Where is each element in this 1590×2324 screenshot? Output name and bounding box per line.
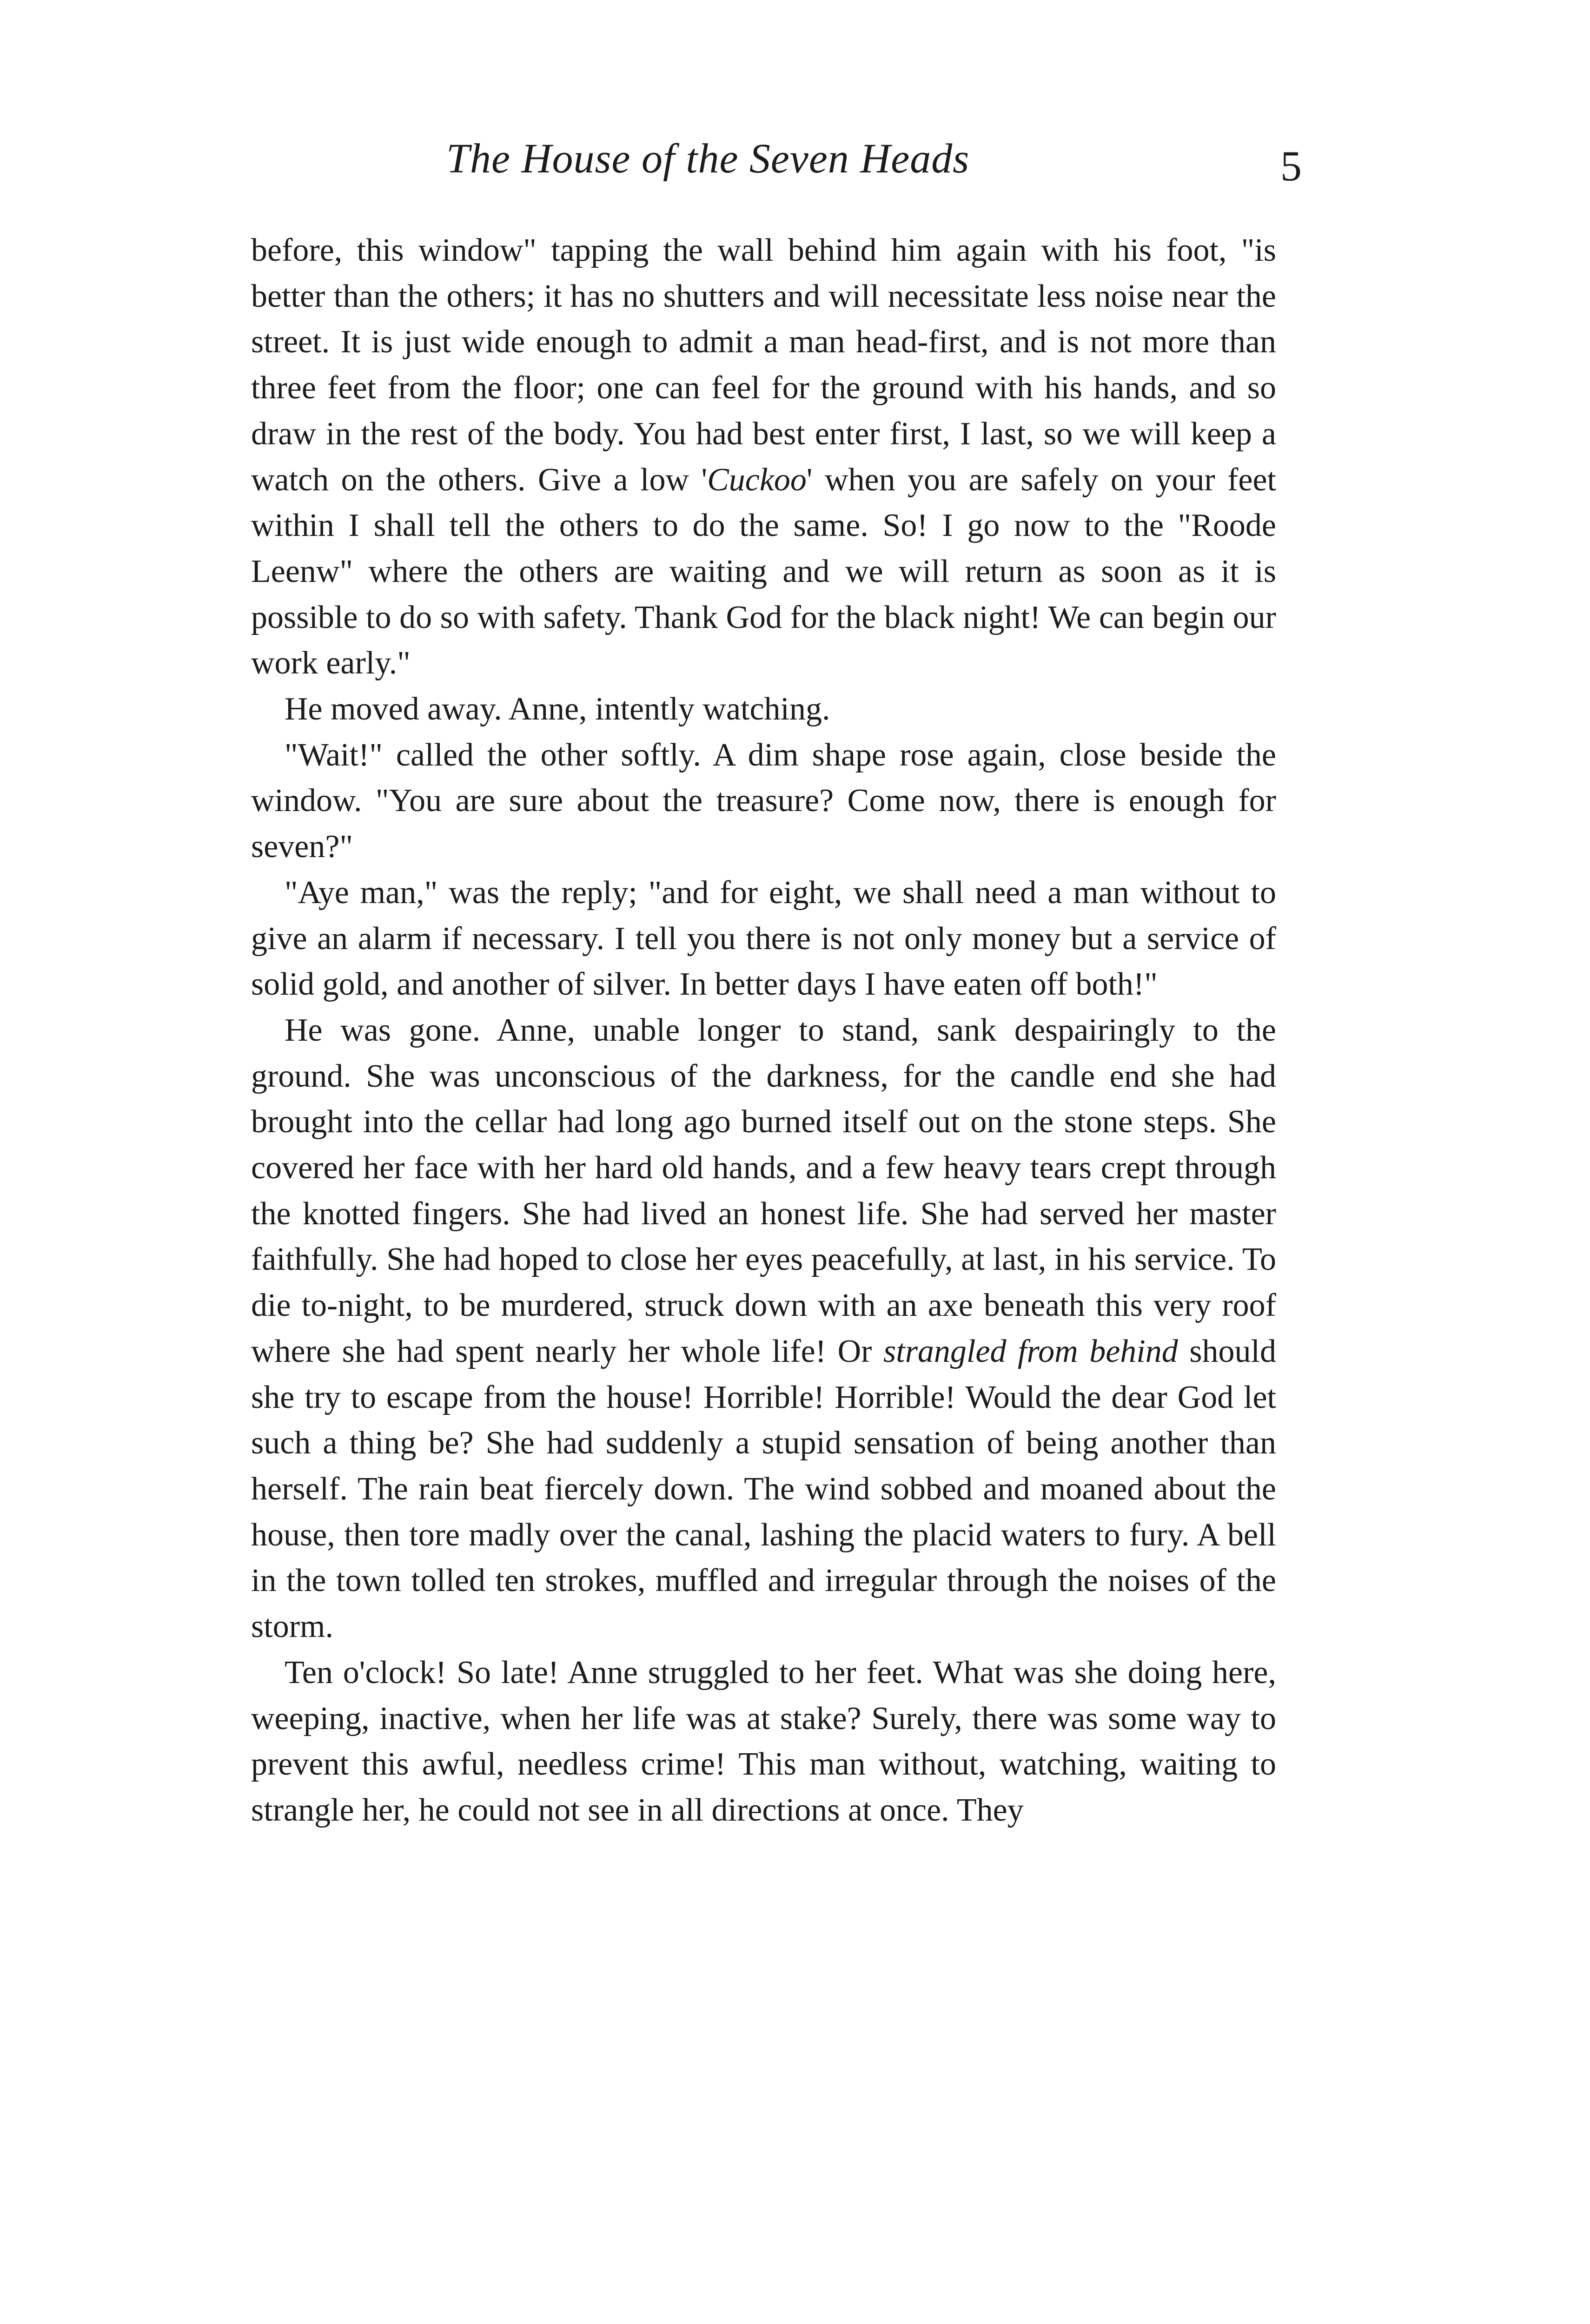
text-run: before, this window" tapping the wall behind him again with his foot, "is better than the others; it has no shutters and will necessitate less noise near the street. It is just wide enough to admit a man head-first, and is not more than three feet from the floor; one can feel for the ground with his hands, and so draw in the rest of the body. You had best enter first, I last, so we will keep a watch on the others. Give a low ' [251,232,1276,498]
paragraph [251,1650,1276,1834]
paragraph [251,687,1276,733]
text-run: He moved away. Anne, intently watching. [285,691,830,727]
italic-phrase: strangled from behind [883,1333,1178,1369]
text-run: should she try to escape from the house! Horrible! Horrible! Would the dear God let such a thing be? She had suddenly a stupid sensation of being another than herself. The rain beat fiercely down. The wind sobbed and moaned about the house, then tore madly over the canal, lashing the placid waters to fury. A bell in the town tolled ten strokes, muffled and irregular through the noises of the storm. [251,1333,1276,1645]
paragraph-continued [251,228,1276,687]
text-run: He was gone. Anne, unable longer to stand, sank despairingly to the ground. She was unconscious of the darkness, for the candle end she had brought into the cellar had long ago burned itself out on the stone steps. She covered her face with her hard old hands, and a few heavy tears crept through the knotted fingers. She had lived an honest life. She had served her master faithfully. She had hoped to close her eyes peacefully, at last, in his service. To die to-night, to be murdered, struck down with an axe beneath this very roof where she had spent nearly her whole life! Or [251,1012,1276,1369]
text-run: "Aye man," was the reply; "and for eight, we shall need a man without to give an alarm if necessary. I tell you there is not only money but a service of solid gold, and another of silver. In better days I have eaten off both!" [251,874,1276,1003]
italic-word: Cuckoo [707,462,807,498]
text-run: "Wait!" called the other softly. A dim shape rose again, close beside the window. "You are sure about the treasure? Come now, there is enough for seven?" [251,737,1276,865]
paragraph [251,1008,1276,1650]
text-run: Ten o'clock! So late! Anne struggled to her feet. What was she doing here, weeping, inactive, when her life was at stake? Surely, there was some way to prevent this awful, needless crime! This man without, watching, waiting to strangle her, he could not see in all directions at once. They [251,1654,1276,1828]
paragraph [251,870,1276,1008]
running-title: The House of the Seven Heads [446,136,970,182]
running-head [251,135,1302,200]
page-number: 5 [1280,142,1302,190]
body-text [251,228,1276,1834]
text-run: ' when you are safely on your feet within I shall tell the others to do the same. So! I go now to the "Roode Leenw" where the others are waiting and we will return as soon as it is possible to do so with safety. Thank God for the black night! We can begin our work early." [251,462,1276,681]
paragraph [251,733,1276,870]
